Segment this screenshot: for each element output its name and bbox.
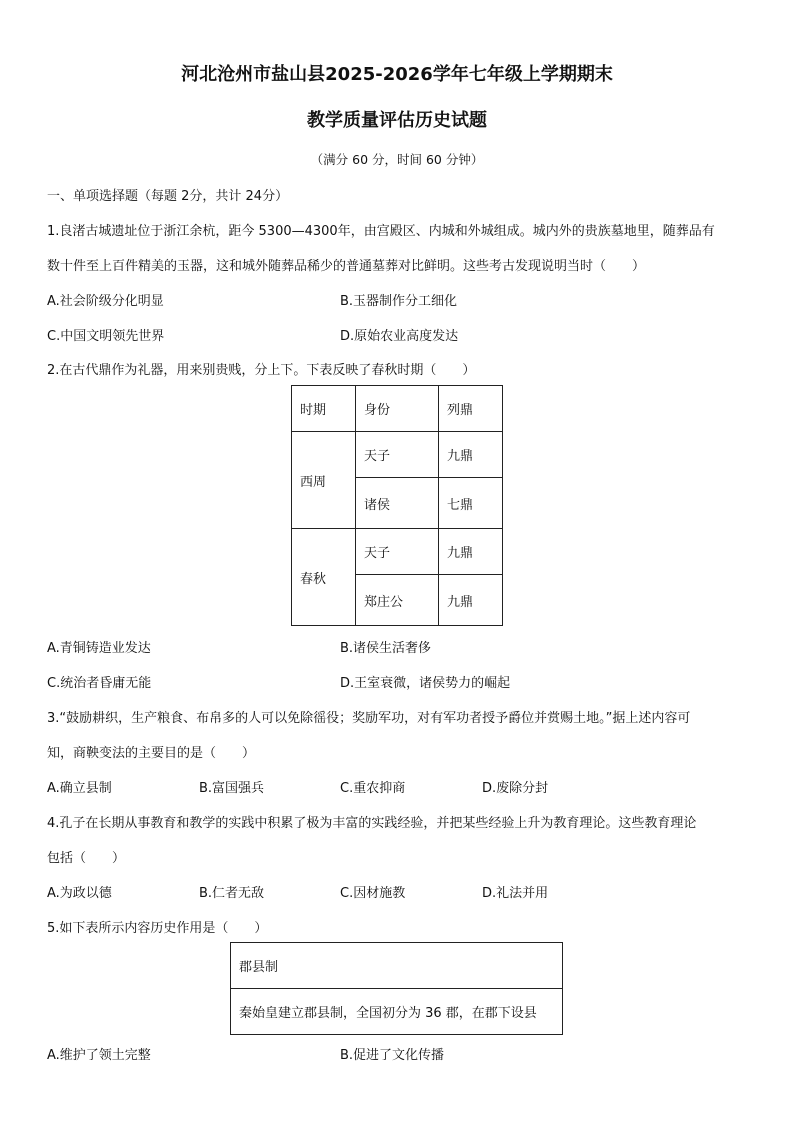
q5-option-b: B.促进了文化传播 — [340, 1048, 445, 1063]
table-cell-ding: 七鼎 — [439, 478, 503, 529]
q4-stem-line1: 4.孔子在长期从事教育和教学的实践中积累了极为丰富的实践经验，并把某些经验上升为教育理论。这些教育理论 — [47, 816, 697, 831]
q4-stem-line2: 包括（ ） — [47, 851, 126, 866]
table-cell-ding: 九鼎 — [439, 529, 503, 575]
q4-option-d: D.礼法并用 — [482, 886, 549, 901]
section-heading: 一、单项选择题（每题 2分，共计 24分） — [47, 189, 289, 204]
junxian-table-title: 郡县制 — [231, 943, 563, 989]
q5-option-a: A.维护了领土完整 — [47, 1048, 151, 1063]
exam-subtitle: （满分 60 分，时间 60 分钟） — [310, 152, 484, 167]
table-cell-rank: 天子 — [356, 529, 439, 575]
table-header-period: 时期 — [292, 386, 356, 432]
q2-option-c: C.统治者昏庸无能 — [47, 676, 152, 691]
q1-option-c: C.中国文明领先世界 — [47, 329, 165, 344]
exam-title-line1: 河北沧州市盐山县2025-2026学年七年级上学期期末 — [181, 64, 613, 85]
q1-option-d: D.原始农业高度发达 — [340, 329, 459, 344]
ding-table — [291, 385, 503, 626]
table-cell-rank: 诸侯 — [356, 478, 439, 529]
q1-option-a: A.社会阶级分化明显 — [47, 294, 164, 309]
q1-stem-line2: 数十件至上百件精美的玉器，这和城外随葬品稀少的普通墓葬对比鲜明。这些考古发现说明当时（ ） — [47, 259, 646, 274]
junxian-table — [230, 942, 563, 1035]
table-header-rank: 身份 — [356, 386, 439, 432]
table-cell-rank: 天子 — [356, 432, 439, 478]
junxian-table-content: 秦始皇建立郡县制，全国初分为 36 郡，在郡下设县 — [231, 989, 563, 1035]
q2-stem: 2.在古代鼎作为礼器，用来别贵贱，分上下。下表反映了春秋时期（ ） — [47, 363, 476, 378]
table-cell-rank: 郑庄公 — [356, 575, 439, 626]
table-cell-period: 春秋 — [292, 529, 356, 626]
table-cell-ding: 九鼎 — [439, 432, 503, 478]
q5-stem: 5.如下表所示内容历史作用是（ ） — [47, 921, 268, 936]
q1-option-b: B.玉器制作分工细化 — [340, 294, 458, 309]
table-header-ding: 列鼎 — [439, 386, 503, 432]
q4-option-a: A.为政以德 — [47, 886, 112, 901]
q4-option-c: C.因材施教 — [340, 886, 406, 901]
q2-option-b: B.诸侯生活奢侈 — [340, 641, 432, 656]
q3-option-d: D.废除分封 — [482, 781, 549, 796]
q3-stem-line1: 3.“鼓励耕织，生产粮食、布帛多的人可以免除徭役；奖励军功，对有军功者授予爵位并赏赐土地。”据上述内容可 — [47, 711, 691, 726]
exam-title-line2: 教学质量评估历史试题 — [307, 110, 487, 131]
q3-stem-line2: 知，商鞅变法的主要目的是（ ） — [47, 746, 256, 761]
q3-option-a: A.确立县制 — [47, 781, 112, 796]
q3-option-b: B.富国强兵 — [199, 781, 265, 796]
q1-stem-line1: 1.良渚古城遗址位于浙江余杭，距今 5300—4300年，由宫殿区、内城和外城组成。城内外的贵族墓地里，随葬品有 — [47, 224, 715, 239]
q2-option-a: A.青铜铸造业发达 — [47, 641, 151, 656]
table-cell-ding: 九鼎 — [439, 575, 503, 626]
q2-option-d: D.王室衰微，诸侯势力的崛起 — [340, 676, 511, 691]
q4-option-b: B.仁者无敌 — [199, 886, 265, 901]
table-cell-period: 西周 — [292, 432, 356, 529]
q3-option-c: C.重农抑商 — [340, 781, 406, 796]
